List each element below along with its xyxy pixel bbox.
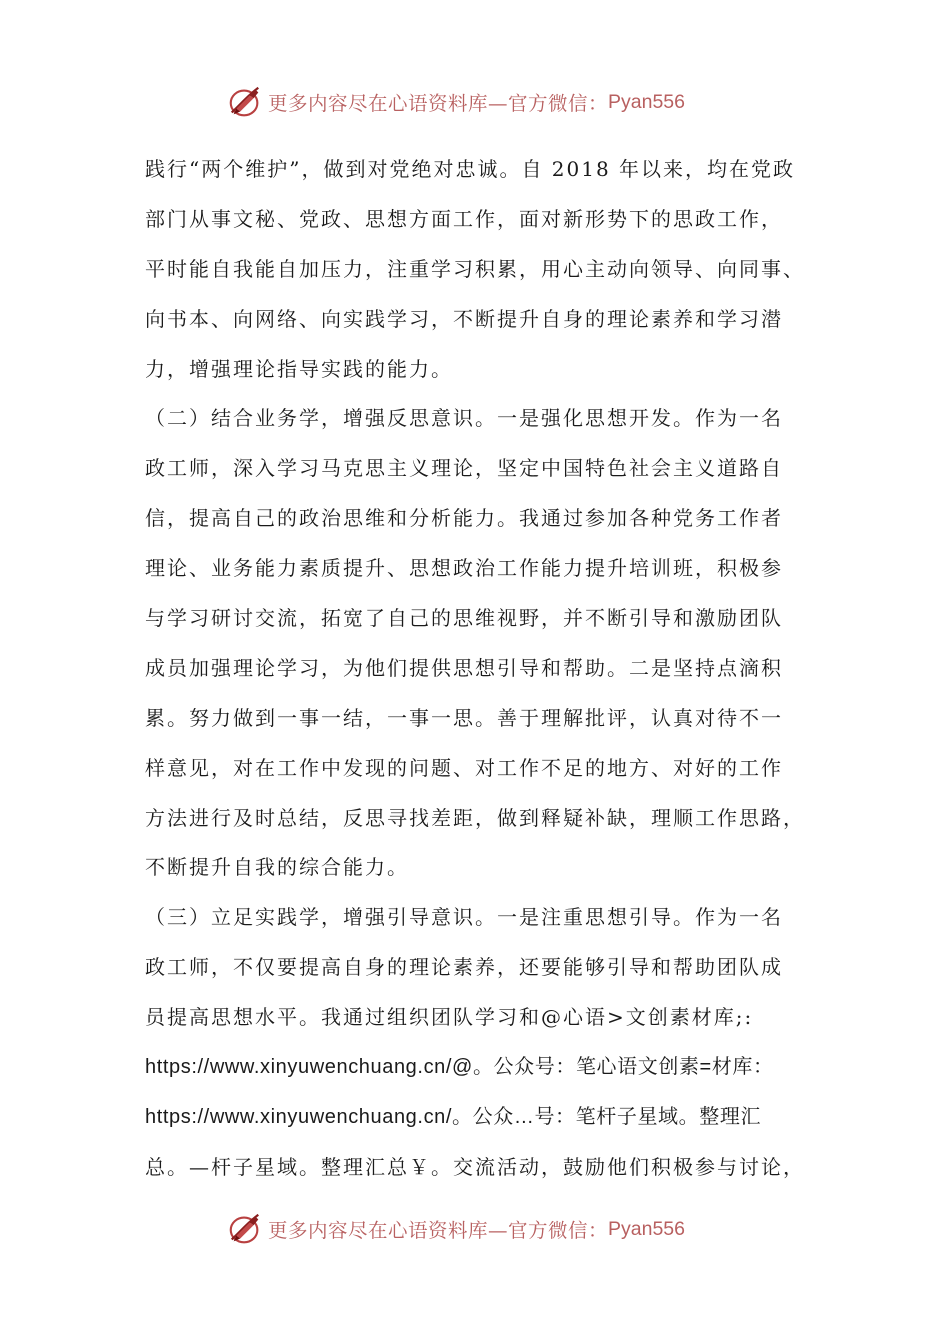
- body-line: 累。努力做到一事一结，一事一思。善于理解批评，认真对待不一: [145, 705, 783, 730]
- body-line: 政工师，深入学习马克思主义理论，坚定中国特色社会主义道路自: [145, 456, 783, 481]
- body-line: （三）立足实践学，增强引导意识。一是注重思想引导。作为一名: [145, 905, 783, 930]
- body-line-url: https://www.xinyuwenchuang.cn/。公众…号：笔杆子星域。整理汇: [145, 1105, 762, 1128]
- pen-logo-icon: [226, 83, 264, 121]
- pen-logo-icon: [226, 1210, 264, 1248]
- body-line: 成员加强理论学习，为他们提供思想引导和帮助。二是坚持点滴积: [145, 655, 783, 680]
- banner-text: 更多内容尽在心语资料库—官方微信：: [268, 1219, 609, 1242]
- body-line: 理论、业务能力素质提升、思想政治工作能力提升培训班，积极参: [145, 556, 783, 581]
- body-line: 力，增强理论指导实践的能力。: [145, 356, 453, 381]
- footer-banner: [226, 1209, 685, 1249]
- body-line: 与学习研讨交流，拓宽了自己的思维视野，并不断引导和激励团队: [145, 606, 783, 631]
- body-line: 样意见，对在工作中发现的问题、对工作不足的地方、对好的工作: [145, 755, 783, 780]
- body-line: 向书本、向网络、向实践学习，不断提升自身的理论素养和学习潜: [145, 306, 783, 331]
- body-line: 政工师，不仅要提高自身的理论素养，还要能够引导和帮助团队成: [145, 955, 783, 980]
- wechat-id: Pyan556: [608, 90, 685, 113]
- body-line: 信，提高自己的政治思维和分析能力。我通过参加各种党务工作者: [145, 506, 783, 531]
- body-line-url: https://www.xinyuwenchuang.cn/@。公众号：笔心语文创素=材库：: [145, 1056, 774, 1079]
- header-banner: [226, 82, 685, 122]
- document-body: [145, 145, 835, 1193]
- wechat-id: Pyan556: [608, 1217, 685, 1240]
- body-line: 践行“两个维护”，做到对党绝对忠诚。自 2018 年以来，均在党政: [145, 157, 796, 181]
- body-line: 部门从事文秘、党政、思想方面工作，面对新形势下的思政工作，: [145, 206, 783, 231]
- banner-text: 更多内容尽在心语资料库—官方微信：: [268, 92, 609, 115]
- body-line: 不断提升自我的综合能力。: [145, 855, 409, 880]
- body-line: 方法进行及时总结，反思寻找差距，做到释疑补缺，理顺工作思路，: [145, 805, 805, 830]
- body-line: 平时能自我能自加压力，注重学习积累，用心主动向领导、向同事、: [145, 256, 805, 281]
- body-line: （二）结合业务学，增强反思意识。一是强化思想开发。作为一名: [145, 406, 783, 431]
- body-line: 员提高思想水平。我通过组织团队学习和@心语>文创素材库;:: [145, 1005, 754, 1030]
- body-line: 总。—杆子星域。整理汇总￥。交流活动，鼓励他们积极参与讨论，: [145, 1154, 805, 1179]
